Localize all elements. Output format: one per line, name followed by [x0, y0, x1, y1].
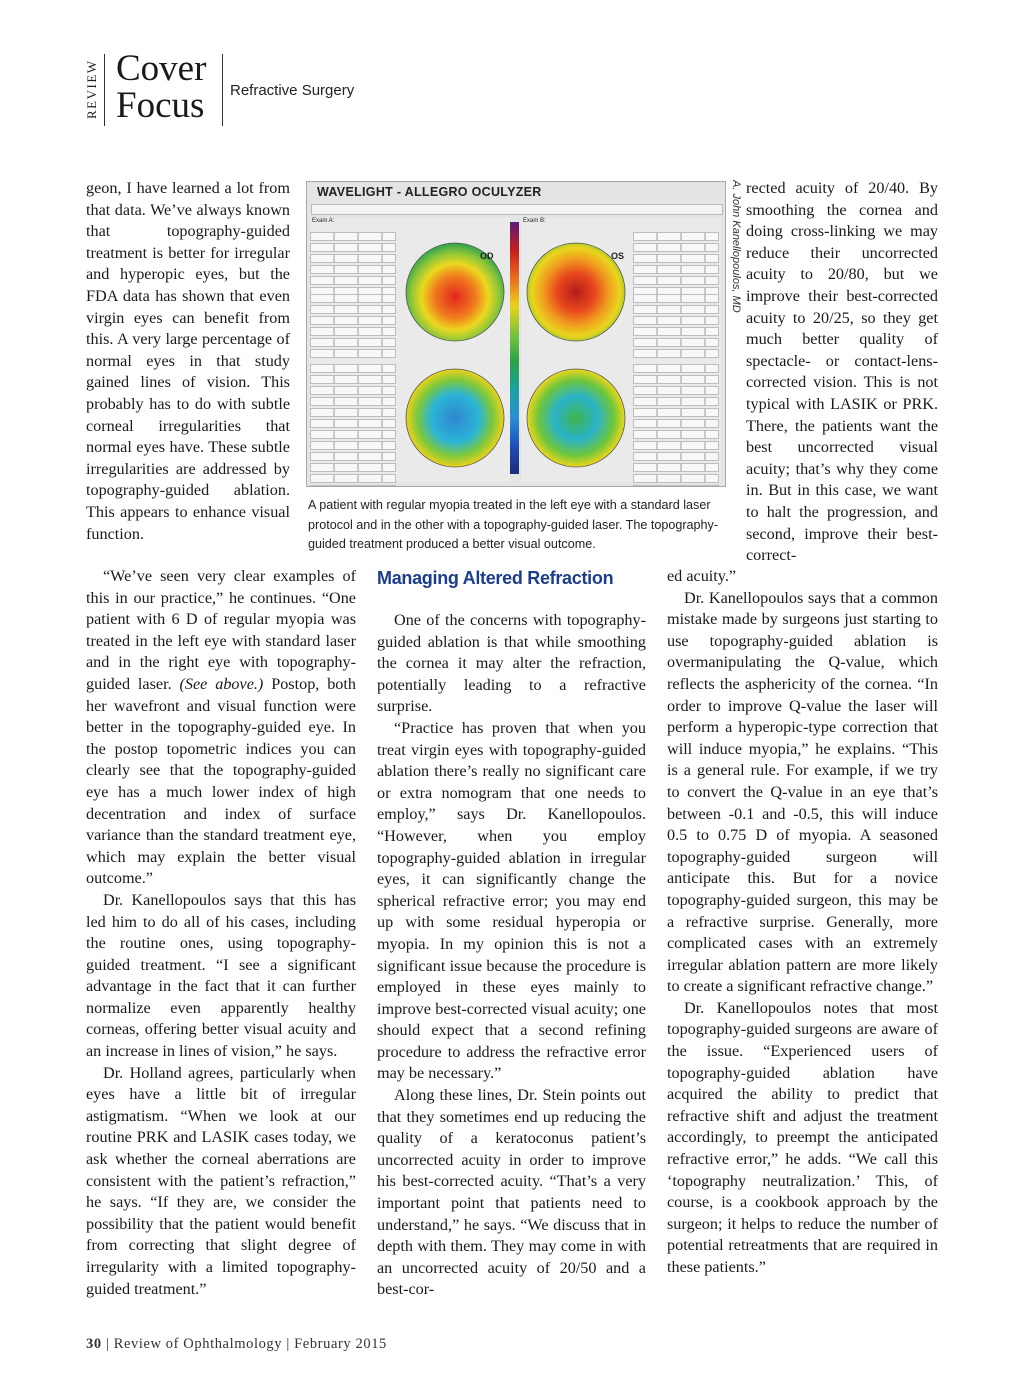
exam-a-label: Exam A:	[312, 218, 335, 224]
exam-a-maps	[402, 234, 508, 480]
paragraph: geon, I have learned a lot from that data. We’ve always known that topography-guided treatment is better for irregular and hyperopic eyes, but the FDA data has shown that even virgin eyes can benefit from this. A very large percentage of normal eyes in that study gained lines of vision. This probably has to do with subtle corneal irregularities that normal eyes have. These subtle irregularities are addressed by topography-guided ablation. This appears to enhance visual function.	[86, 179, 290, 543]
column-1-top	[86, 178, 290, 545]
review-vertical-label: REVIEW	[84, 59, 99, 119]
exam-b-pachy-table	[633, 364, 719, 487]
issue-date: February 2015	[294, 1336, 387, 1352]
column-1	[86, 566, 356, 1300]
publication-name: Review of Ophthalmology	[113, 1336, 283, 1352]
exam-b-back-table	[633, 294, 719, 360]
paragraph	[86, 566, 356, 890]
elevation-map-os	[527, 369, 625, 467]
column-3-top	[746, 178, 938, 567]
paragraph: Dr. Kanellopoulos says that this has led him to do all of his cases, including the routine ones, using topography-guided treatment. “I see a significant advantage in the fact that it can further normalize even apparently healthy corneas, offering better visual acuity and an increase in lines of vision,” he says.	[86, 890, 356, 1061]
header-divider	[104, 54, 105, 126]
section-label: Refractive Surgery	[230, 82, 355, 99]
cover-focus-title	[116, 50, 206, 124]
text-run: “We’ve seen very clear examples of this in our practice,” he continues. “One patient with 6 D of regular myopia was treated in the left eye with standard laser and in the right eye with topography-guided laser.	[86, 567, 356, 693]
paragraph: “Practice has proven that when you treat virgin eyes with topography-guided ablation there’s really no significant care or extra nomogram that one needs to employ,” says Dr. Kanellopoulos. “However, when you employ topography-guided ablation in irregular eyes, it can significantly change the spherical refractive error; you may end up with some residual hyperopia or myopia. In my opinion this is not a significant issue because the procedure is employed in these eyes mainly to improve best-corrected visual acuity; one should expect that a second refining procedure to address the refractive error may be necessary.”	[377, 718, 646, 1083]
os-label: OS	[611, 251, 625, 261]
photo-credit: A. John Kanellopoulos, MD	[730, 180, 742, 313]
paragraph: One of the concerns with topography-guided ablation is that while smoothing the cornea it may alter the refraction, potentially leading to a refractive surprise.	[377, 611, 646, 716]
exam-b-panel	[521, 218, 721, 482]
paragraph: Dr. Kanellopoulos notes that most topography-guided surgeons are aware of the issue. “Experienced users of topography-guided ablation have acquired the ability to predict that refractive shift and adjust the treatment accordingly, to preempt the anticipated refractive error,” he adds. “We call this ‘topography neutralization.’ This, of course, is a cookbook approach by the surgeon; it helps to reduce the number of potential retreatments that are required in these patients.”	[667, 998, 938, 1276]
section-heading: Managing Altered Refraction	[377, 568, 614, 588]
paragraph: Dr. Kanellopoulos says that a common mistake made by surgeons just starting to use topography-guided ablation is overmanipulating the Q-value, which reflects the asphericity of the cornea. “In order to improve Q-value the laser will perform a hyperopic-type correction that will induce myopia,” he explains. “This is a general rule. For example, if we try to convert the Q-value in an eye that’s between -0.1 and -0.5, this will induce 0.5 to 0.75 D of myopia. A seasoned topography-guided surgeon will anticipate this. But for a novice topography-guided surgeon, this may be a refractive surprise. Generally, more complicated cases with an extremely irregular ablation pattern are more likely to create a significant refractive change.”	[667, 588, 938, 996]
column-2	[377, 610, 646, 1301]
exam-b-maps	[523, 234, 629, 480]
figure-reference: (See above.)	[179, 674, 264, 693]
footer-separator: |	[105, 1336, 110, 1352]
figure-title: WAVELIGHT - ALLEGRO OCULYZER	[317, 185, 542, 199]
header-divider	[222, 54, 223, 126]
exam-a-back-table	[310, 294, 396, 360]
text-run: Postop, both her wavefront and visual function were better in the topography-guided eye. In the postop topometric indices you can clearly see that the topography-guided eye has a much lower index of high decentration and index of surface variance than the standard treatment eye, which may explain the better visual outcome.”	[86, 674, 356, 888]
paragraph: rected acuity of 20/40. By smoothing the cornea and doing cross-linking we may reduce their uncorrected acuity to 20/80, but we improve their best-corrected acuity to 20/25, so they get much better quality of spectacle- or contact-lens-corrected vision. This is not typical with LASIK or PRK. There, the patients want the best uncorrected visual acuity; that’s why they come in. But in this case, we want to halt the progression, and second, improve their best-correct-	[746, 179, 938, 565]
title-line-focus: Focus	[116, 85, 205, 126]
figure-caption: A patient with regular myopia treated in the left eye with a standard laser protocol and in the other with a topography-guided laser. The topography-guided treatment produced a better visual outcome.	[308, 498, 719, 551]
elevation-map-od	[406, 369, 504, 467]
page-footer	[86, 1336, 387, 1353]
topography-figure	[306, 181, 726, 487]
exam-b-label: Exam B:	[523, 218, 546, 224]
footer-separator: |	[286, 1336, 290, 1352]
paragraph: Dr. Holland agrees, particularly when eyes have a little bit of irregular astigmatism. “When we look at our routine PRK and LASIK cases today, we ask whether the corneal aberrations are consistent with the patient’s refraction,” he says. “If they are, we consider the possibility that the patient would benefit from correcting that slight degree of irregularity with a limited topography-guided treatment.”	[86, 1063, 356, 1298]
exam-a-pachy-table	[310, 364, 396, 487]
column-3	[667, 566, 938, 1279]
title-line-cover: Cover	[116, 48, 207, 89]
od-label: OD	[480, 251, 494, 261]
paragraph: ed acuity.”	[667, 567, 737, 585]
figure-patient-bar	[311, 204, 723, 215]
exam-a-panel	[310, 218, 510, 482]
exam-b-keratometry-table	[633, 232, 719, 298]
paragraph: Along these lines, Dr. Stein points out that they sometimes end up reducing the quality of a keratoconus patient’s uncorrected acuity in order to improve his best-corrected acuity. “That’s a very important point that patients need to understand,” he says. “We discuss that in depth with them. They may come in with an uncorrected acuity of 20/50 and a best-cor-	[377, 1086, 646, 1299]
color-scale-bar	[510, 222, 519, 474]
exam-a-keratometry-table	[310, 232, 396, 298]
page-number: 30	[86, 1336, 102, 1352]
